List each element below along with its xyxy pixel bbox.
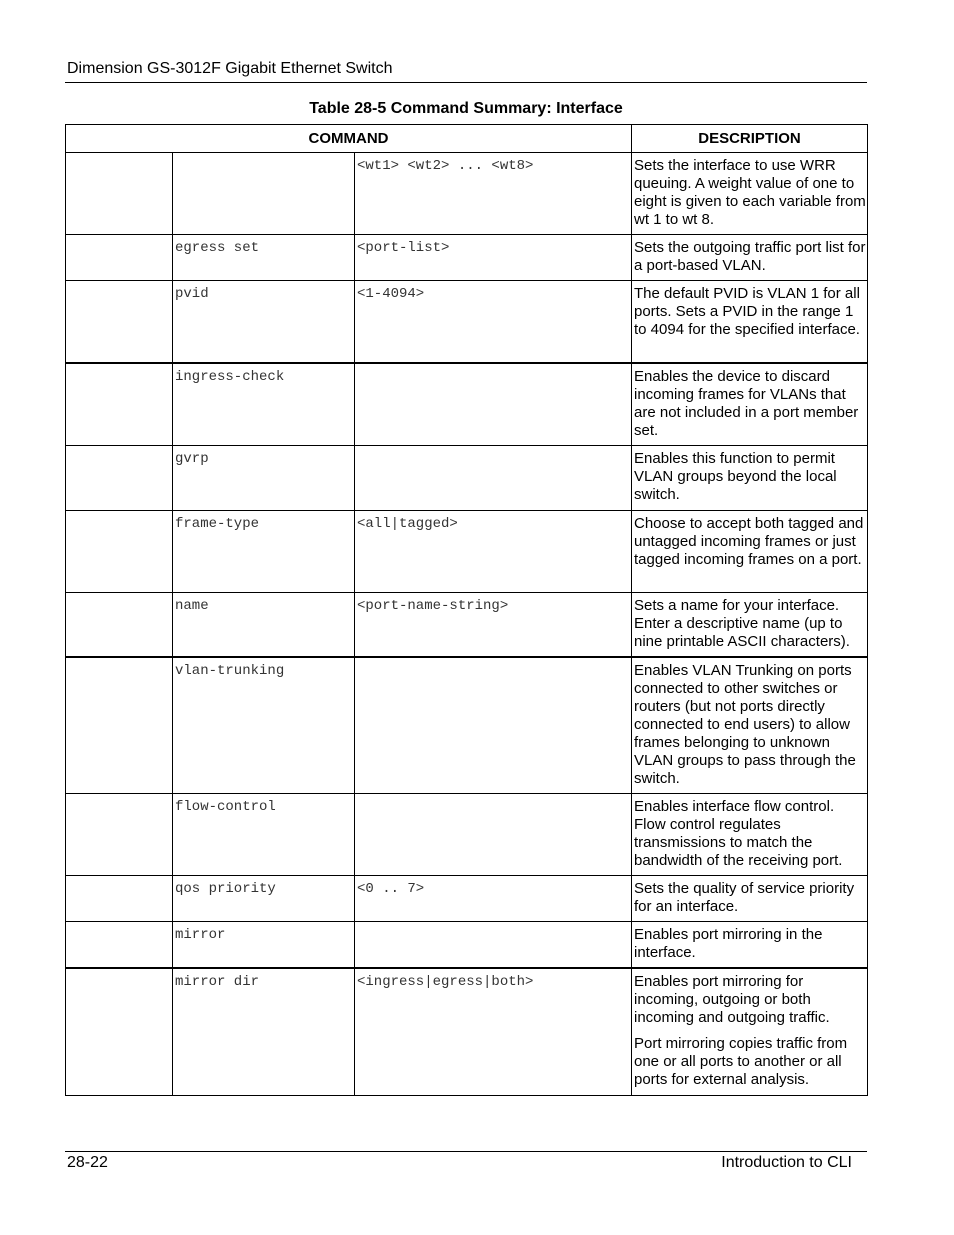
command-cell: qos priority: [173, 876, 355, 922]
description-text: Sets the interface to use WRR queuing. A weight value of one to eight is given to each variable from wt 1 to wt 8.: [634, 157, 866, 228]
description-text: Enables VLAN Trunking on ports connected to other switches or routers (but not ports directly connected to end users) to allow frames belonging to unknown VLAN groups to pass through the switch.: [634, 661, 856, 787]
header-divider: [65, 82, 867, 83]
command-cell: ingress-check: [173, 363, 355, 446]
description-cell: [632, 968, 868, 1095]
command-summary-table: [65, 124, 868, 1096]
command-cell: flow-control: [173, 794, 355, 876]
table-row: [66, 922, 868, 969]
description-cell: [632, 510, 868, 592]
description-cell: [632, 363, 868, 446]
command-cell: mirror: [173, 922, 355, 969]
description-cell: [632, 657, 868, 794]
description-cell: [632, 592, 868, 657]
indent-cell: [66, 281, 173, 363]
description-cell: [632, 794, 868, 876]
description-text: Choose to accept both tagged and untagged incoming frames or just tagged incoming frames on a port.: [634, 514, 864, 568]
column-header-description: DESCRIPTION: [632, 125, 868, 153]
description-cell: [632, 922, 868, 969]
command-cell: egress set: [173, 235, 355, 281]
description-cell: [632, 281, 868, 363]
command-cell: mirror dir: [173, 968, 355, 1095]
command-cell: [173, 153, 355, 235]
description-text: Enables the device to discard incoming frames for VLANs that are not included in a port member set.: [634, 367, 859, 439]
table-caption: Table 28-5 Command Summary: Interface: [309, 100, 623, 117]
description-text: Enables interface flow control. Flow control regulates transmissions to match the bandwidth of the receiving port.: [634, 798, 843, 869]
argument-cell: <ingress|egress|both>: [355, 968, 632, 1095]
argument-cell: <port-list>: [355, 235, 632, 281]
command-cell: pvid: [173, 281, 355, 363]
argument-cell: [355, 794, 632, 876]
indent-cell: [66, 235, 173, 281]
description-cell: [632, 445, 868, 510]
column-header-command: COMMAND: [66, 125, 632, 153]
table-row: [66, 235, 868, 281]
argument-cell: [355, 445, 632, 510]
indent-cell: [66, 363, 173, 446]
description-cell: [632, 235, 868, 281]
indent-cell: [66, 445, 173, 510]
table-row: [66, 876, 868, 922]
command-cell: frame-type: [173, 510, 355, 592]
table-row: [66, 363, 868, 446]
command-cell: vlan-trunking: [173, 657, 355, 794]
indent-cell: [66, 657, 173, 794]
indent-cell: [66, 153, 173, 235]
argument-cell: <port-name-string>: [355, 592, 632, 657]
indent-cell: [66, 510, 173, 592]
description-text: Sets a name for your interface. Enter a descriptive name (up to nine printable ASCII characters).: [634, 596, 850, 650]
command-cell: name: [173, 592, 355, 657]
table-row: [66, 510, 868, 592]
description-text: Enables port mirroring for incoming, outgoing or both incoming and outgoing traffic.: [634, 973, 830, 1026]
indent-cell: [66, 592, 173, 657]
table-row: [66, 445, 868, 510]
table-row: [66, 968, 868, 1095]
description-text: Enables port mirroring in the interface.: [634, 926, 823, 961]
table-row: [66, 657, 868, 794]
indent-cell: [66, 968, 173, 1095]
argument-cell: [355, 363, 632, 446]
footer-section-title: Introduction to CLI: [721, 1154, 852, 1171]
indent-cell: [66, 876, 173, 922]
table-header-row: [66, 125, 868, 153]
table-row: [66, 153, 868, 235]
argument-cell: <0 .. 7>: [355, 876, 632, 922]
description-text: Sets the quality of service priority for an interface.: [634, 880, 855, 915]
command-cell: gvrp: [173, 445, 355, 510]
indent-cell: [66, 922, 173, 969]
description-text: Enables this function to permit VLAN groups beyond the local switch.: [634, 449, 837, 503]
description-cell: [632, 153, 868, 235]
argument-cell: [355, 657, 632, 794]
description-cell: [632, 876, 868, 922]
argument-cell: [355, 922, 632, 969]
table-row: [66, 281, 868, 363]
page-number: 28-22: [67, 1154, 108, 1171]
table-row: [66, 592, 868, 657]
page-header-title: Dimension GS-3012F Gigabit Ethernet Switch: [67, 60, 393, 77]
description-text: Sets the outgoing traffic port list for a port-based VLAN.: [634, 239, 866, 274]
description-text: The default PVID is VLAN 1 for all ports. Sets a PVID in the range 1 to 4094 for the specified interface.: [634, 285, 860, 338]
table-row: [66, 794, 868, 876]
description-text: Port mirroring copies traffic from one or all ports to another or all ports for external analysis.: [634, 1035, 848, 1088]
indent-cell: [66, 794, 173, 876]
argument-cell: <wt1> <wt2> ... <wt8>: [355, 153, 632, 235]
argument-cell: <1-4094>: [355, 281, 632, 363]
argument-cell: <all|tagged>: [355, 510, 632, 592]
footer-divider: [65, 1151, 867, 1152]
